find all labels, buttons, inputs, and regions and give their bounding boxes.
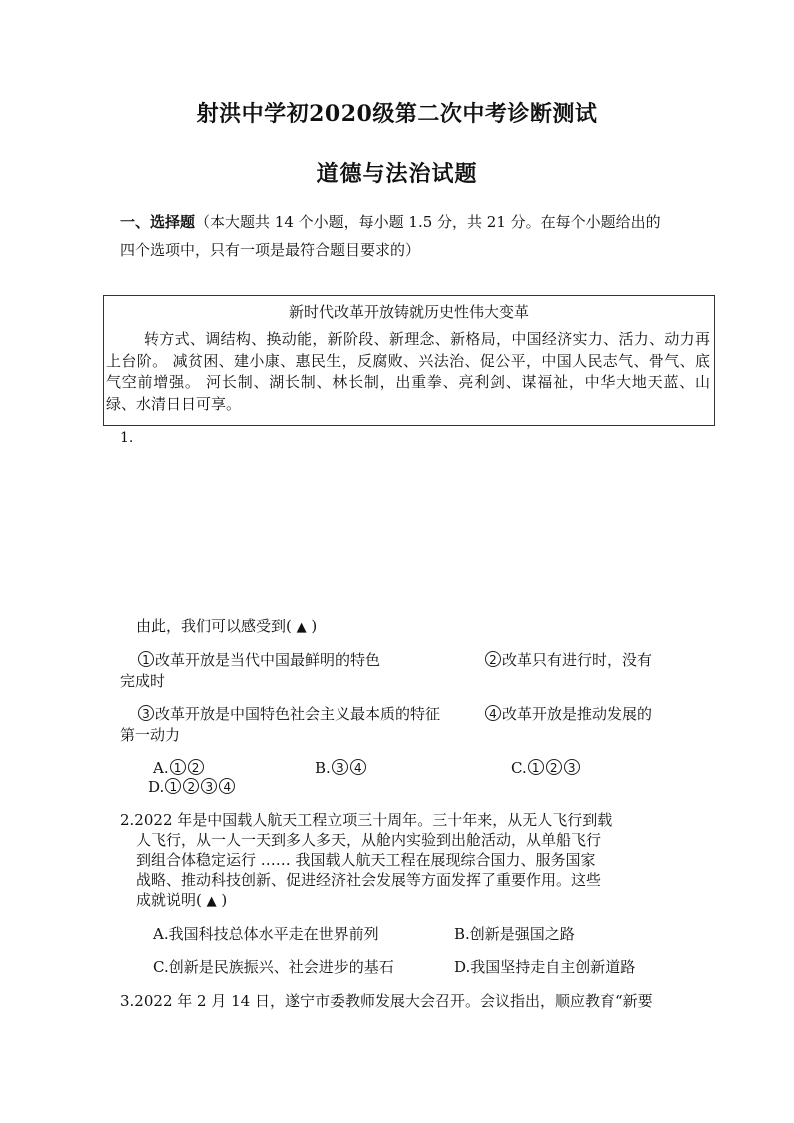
circled-number: 3 <box>332 759 348 775</box>
option-c-label: C. <box>511 759 527 777</box>
question-3-line1: 3.2022 年 2 月 14 日，遂宁市委教师发展大会召开。会议指出，顺应教育“新要 <box>120 992 653 1010</box>
statement-4 <box>484 704 652 724</box>
circled-number: 4 <box>350 759 366 775</box>
statement-3 <box>137 704 440 724</box>
circled-number: 4 <box>219 778 235 794</box>
q2-option-d: D.我国坚持走自主创新道路 <box>454 958 636 976</box>
circled-number: 2 <box>188 759 204 775</box>
answer-blank-mark: ▲ <box>206 894 217 909</box>
circled-number: 1 <box>165 778 181 794</box>
circled-number: 1 <box>170 759 186 775</box>
circled-number-3: 3 <box>138 705 154 721</box>
circled-number: 1 <box>528 759 544 775</box>
answer-blank-mark: ▲ <box>296 620 307 635</box>
material-box-title: 新时代改革开放铸就历史性伟大变革 <box>288 303 529 321</box>
circled-number: 3 <box>201 778 217 794</box>
statement-2 <box>484 650 652 670</box>
option-b <box>315 758 367 778</box>
exam-title: 射洪中学初2020级第二次中考诊断测试 <box>196 101 598 127</box>
circled-number: 2 <box>183 778 199 794</box>
statement-4-continued: 第一动力 <box>120 726 181 744</box>
option-a-label: A. <box>153 759 169 777</box>
option-d <box>148 777 236 797</box>
circled-number: 2 <box>546 759 562 775</box>
material-box-text: 转方式、调结构、换动能，新阶段、新理念、新格局，中国经济实力、活力、动力再上台阶。 减贫困、建小康、惠民生，反腐败、兴法治、促公平，中国人民志气、骨气、底气空前增强。 河长制、湖长制、林长制，出重拳、亮利剑、谋福祉，中华大地天蓝、山绿、水清日日可享。 <box>106 330 710 413</box>
material-box <box>103 295 715 426</box>
statement-3-text: 改革开放是中国特色社会主义最本质的特征 <box>155 705 441 723</box>
q2-option-b: B.创新是强国之路 <box>454 925 575 943</box>
question-1-stem-end: ) <box>311 617 318 635</box>
q2-option-a: A.我国科技总体水平走在世界前列 <box>153 925 379 943</box>
statement-1 <box>137 650 380 670</box>
question-2-line5 <box>136 890 227 912</box>
statement-4-text: 改革开放是推动发展的 <box>502 705 653 723</box>
circled-number-1: 1 <box>138 651 154 667</box>
statement-1-text: 改革开放是当代中国最鲜明的特色 <box>155 651 381 669</box>
exam-subtitle: 道德与法治试题 <box>316 161 478 187</box>
question-1-number: 1. <box>120 430 134 446</box>
circled-number: 3 <box>564 759 580 775</box>
question-2-line5-end: ) <box>221 891 228 909</box>
statement-2-text: 改革只有进行时，没有 <box>502 651 653 669</box>
question-2-line2: 人飞行，从一人一天到多人多天，从舱内实验到出舱活动，从单船飞行 <box>136 831 602 849</box>
question-2-line4: 战略、推动科技创新、促进经济社会发展等方面发挥了重要作用。这些 <box>136 871 602 889</box>
section1-instruction-line2: 四个选项中，只有一项是最符合题目要求的） <box>120 241 421 259</box>
option-c <box>511 758 581 778</box>
option-d-label: D. <box>148 778 165 796</box>
q2-option-c: C.创新是民族振兴、社会进步的基石 <box>153 958 394 976</box>
question-2-line3: 到组合体稳定运行 …… 我国载人航天工程在展现综合国力、服务国家 <box>136 851 596 869</box>
section1-heading: 一、选择题 <box>120 213 196 231</box>
question-2-line5-text: 成就说明( <box>136 891 202 909</box>
question-1-stem <box>136 616 317 638</box>
circled-number-4: 4 <box>485 705 501 721</box>
option-a <box>153 758 205 778</box>
section1-instruction <box>120 212 661 232</box>
circled-number-2: 2 <box>485 651 501 667</box>
section1-instruction-line1: （本大题共 14 个小题，每小题 1.5 分，共 21 分。在每个小题给出的 <box>195 213 661 231</box>
statement-2-continued: 完成时 <box>120 672 166 690</box>
question-2-line1: 2.2022 年是中国载人航天工程立项三十周年。三十年来，从无人飞行到载 <box>120 811 613 829</box>
question-1-stem-text: 由此，我们可以感受到( <box>136 617 292 635</box>
option-b-label: B. <box>315 759 331 777</box>
